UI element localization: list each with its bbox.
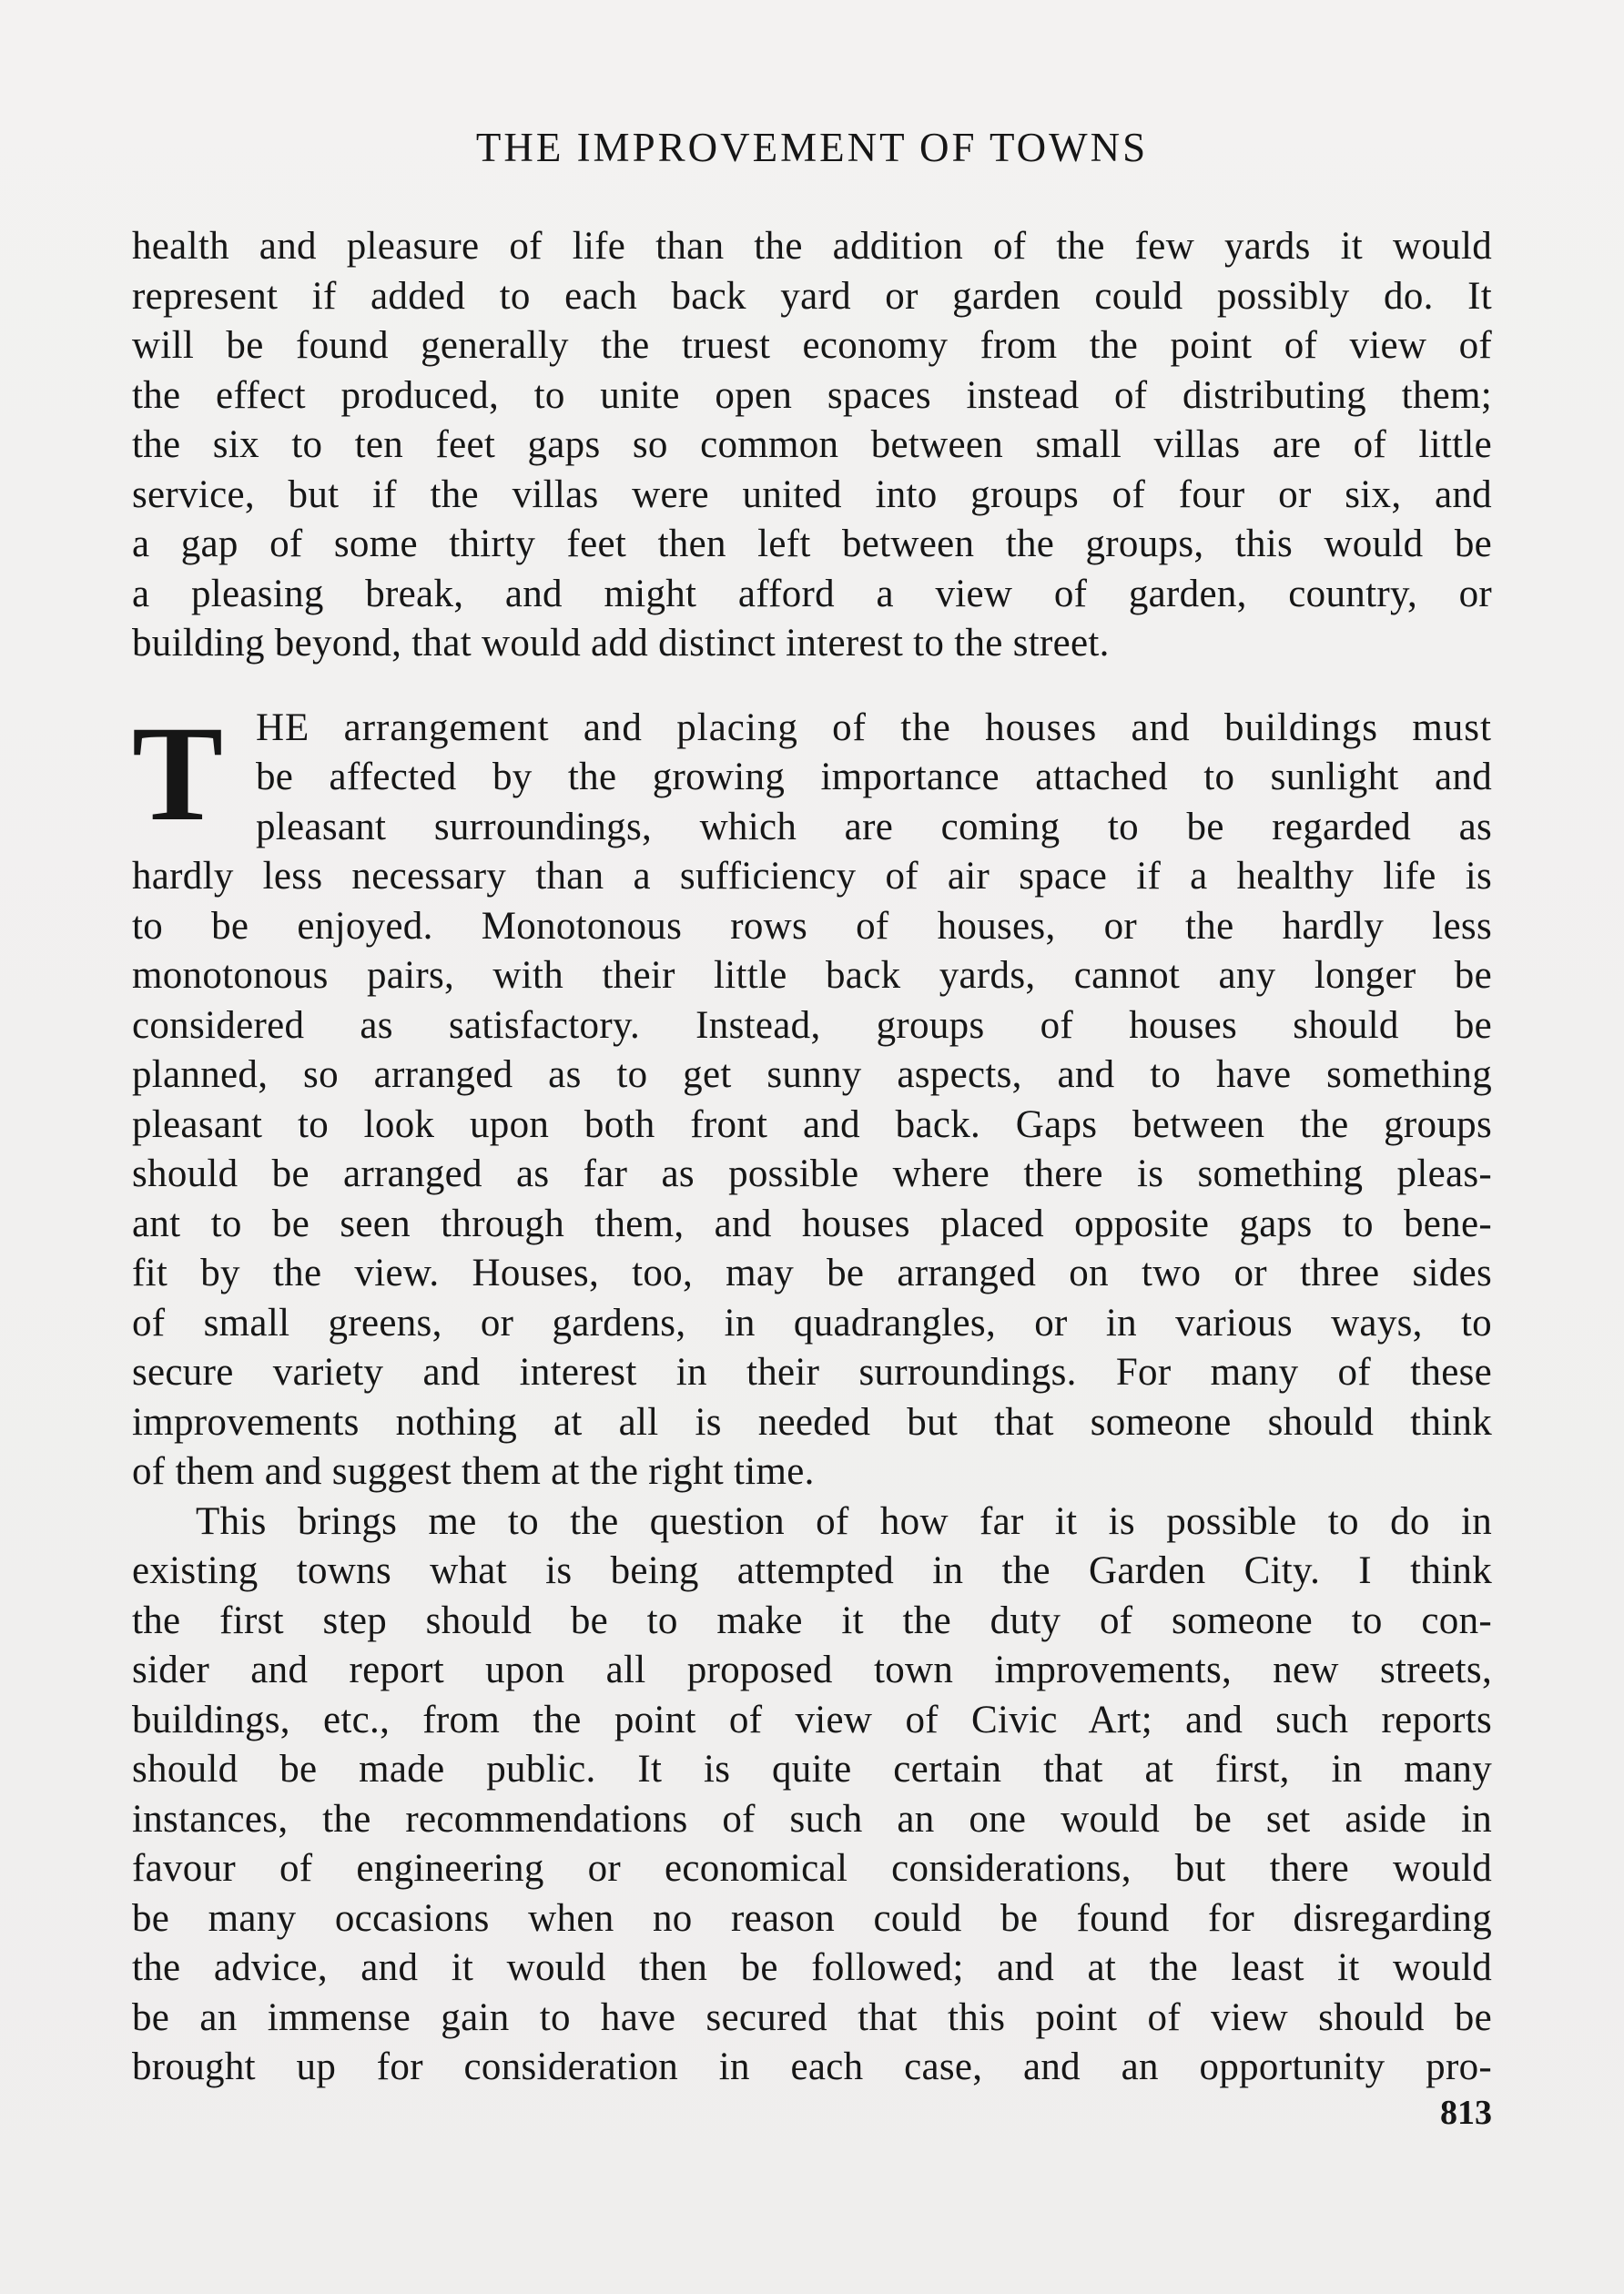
- text-line: be affected by the growing importance attached to sunlight and: [256, 756, 1492, 798]
- text-line: be an immense gain to have secured that this point of view should be: [132, 1995, 1492, 2039]
- text-line: considered as satisfactory. Instead, groups of houses should be: [132, 1003, 1492, 1047]
- text-line: to be enjoyed. Monotonous rows of houses, or the hardly less: [132, 904, 1492, 948]
- text-line: should be made public. It is quite certain that at first, in many: [132, 1748, 1492, 1791]
- text-line: instances, the recommendations of such an one would be set aside in: [132, 1797, 1492, 1841]
- text-line: health and pleasure of life than the addition of the few yards it would: [132, 225, 1492, 268]
- text-line: of small greens, or gardens, in quadrangles, or in various ways, to: [132, 1301, 1492, 1345]
- text-line: a gap of some thirty feet then left between the groups, this would be: [132, 523, 1492, 565]
- text-line: favour of engineering or economical considerations, but there would: [132, 1847, 1492, 1890]
- text-line: will be found generally the truest economy from the point of view of: [132, 324, 1492, 367]
- text-line: sider and report upon all proposed town improvements, new streets,: [132, 1649, 1492, 1691]
- text-line: represent if added to each back yard or garden could possibly do. It: [132, 274, 1492, 318]
- text-line: of them and suggest them at the right time.: [132, 1450, 815, 1493]
- text-line: the advice, and it would then be followed; and at the least it would: [132, 1946, 1492, 1989]
- text-line: the effect produced, to unite open spaces instead of distributing them;: [132, 373, 1492, 417]
- body-text: [132, 222, 1492, 2093]
- text-line: This brings me to the question of how far it is possible to do in: [196, 1499, 1492, 1543]
- text-line: the six to ten feet gaps so common between small villas are of little: [132, 423, 1492, 466]
- paragraph-spacer: [132, 669, 1492, 704]
- text-line: pleasant surroundings, which are coming to be regarded as: [256, 805, 1492, 848]
- text-line: hardly less necessary than a sufficiency of air space if a healthy life is: [132, 855, 1492, 898]
- text-line: a pleasing break, and might afford a view of garden, country, or: [132, 572, 1492, 615]
- drop-cap-letter: T: [132, 697, 224, 849]
- text-line: should be arranged as far as possible where there is something pleas-: [132, 1152, 1492, 1195]
- paragraph-3: [132, 1497, 1492, 2093]
- text-line: secure variety and interest in their surroundings. For many of these: [132, 1351, 1492, 1394]
- text-line: ant to be seen through them, and houses placed opposite gaps to bene-: [132, 1202, 1492, 1245]
- text-line: the first step should be to make it the duty of someone to con-: [132, 1599, 1492, 1642]
- text-line: service, but if the villas were united into groups of four or six, and: [132, 472, 1492, 516]
- text-line: brought up for consideration in each case, and an opportunity pro-: [132, 2045, 1492, 2088]
- text-line: be many occasions when no reason could be found for disregarding: [132, 1896, 1492, 1940]
- text-line: fit by the view. Houses, too, may be arranged on two or three sides: [132, 1252, 1492, 1294]
- running-head-title: THE IMPROVEMENT OF TOWNS: [475, 125, 1149, 170]
- text-line: planned, so arranged as to get sunny aspects, and to have something: [132, 1053, 1492, 1096]
- text-line: HE arrangement and placing of the houses and buildings must: [256, 705, 1492, 749]
- text-line: pleasant to look upon both front and back. Gaps between the groups: [132, 1102, 1492, 1146]
- paragraph-1: [132, 222, 1492, 669]
- text-line: existing towns what is being attempted in the Garden City. I think: [132, 1549, 1492, 1592]
- text-line: monotonous pairs, with their little back yards, cannot any longer be: [132, 954, 1492, 997]
- text-line: building beyond, that would add distinct interest to the street.: [132, 622, 1110, 665]
- text-line: buildings, etc., from the point of view of Civic Art; and such reports: [132, 1698, 1492, 1741]
- paragraph-2: [132, 697, 1492, 1497]
- text-line: improvements nothing at all is needed but that someone should think: [132, 1400, 1492, 1444]
- page-number: 813: [1440, 2094, 1492, 2132]
